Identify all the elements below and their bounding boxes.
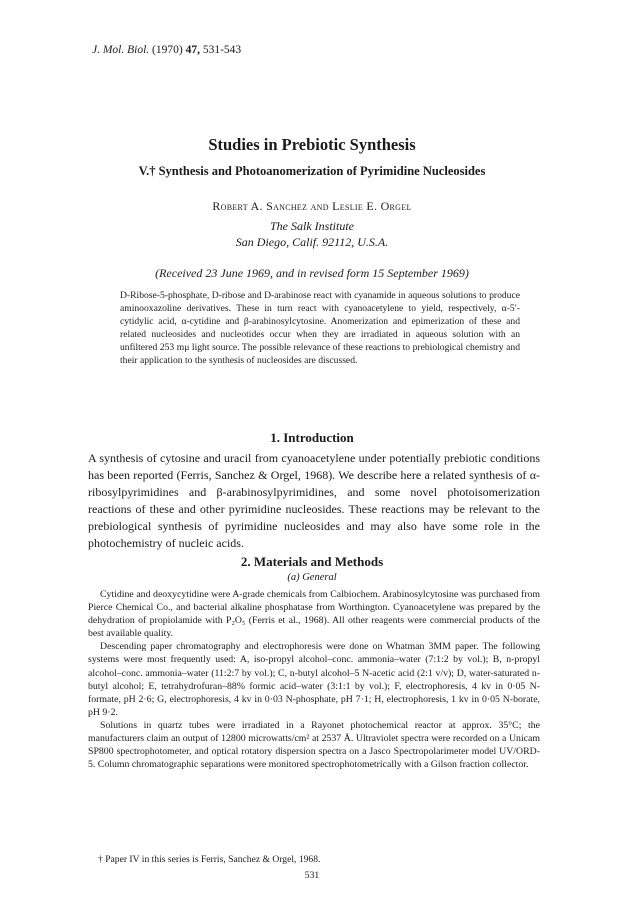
methods-text: [88, 588, 540, 771]
footnote: † Paper IV in this series is Ferris, Sanchez & Orgel, 1968.: [98, 854, 321, 865]
journal-year: (1970): [152, 44, 183, 56]
affiliation-address: San Diego, Calif. 92112, U.S.A.: [235, 235, 389, 249]
methods-paragraph: Solutions in quartz tubes were irradiated in a Rayonet photochemical reactor at approx. 35°C; the manufacturers claim an output of 12800 microwatts/cm² at 2537 Å. Ultraviolet spectra were recorded on a Unicam SP800 spectrophotometer, and optical rotatory dispersion spectra on a Jasco Spectropolarimeter model UV/ORD-5. Column chromatographic separations were monitored spectrophotometrically with a Gilson fraction collector.: [88, 719, 540, 771]
subsection-heading-general: (a) General: [287, 572, 337, 583]
journal-name: J. Mol. Biol.: [92, 44, 150, 56]
section-heading-introduction: 1. Introduction: [270, 430, 354, 445]
methods-paragraph: Cytidine and deoxycytidine were A-grade chemicals from Calbiochem. Arabinosylcytosine was purchased from Pierce Chemical Co., and bacterial alkaline phosphatase from Worthington. Cyanoacetylene was prepared by the dehydration of propiolamide with P₂O₅ (Ferris et al., 1968). All other reagents were commercial products of the best available quality.: [88, 589, 540, 640]
paper-title: Studies in Prebiotic Synthesis: [208, 135, 416, 154]
page-number: 531: [304, 870, 320, 881]
journal-citation: [92, 44, 241, 56]
introduction-text: A synthesis of cytosine and uracil from cyanoacetylene under potentially prebiotic conditions has been reported (Ferris, Sanchez & Orgel, 1968). We describe here a related synthesis of α-ribosylpyrimidines and β-arabinosylpyrimidines, and some novel photoisomerization reactions of these and other pyrimidine nucleosides. These reactions may be relevant to the prebiological synthesis of pyrimidine nucleosides and may also have some role in the photochemistry of nucleic acids.: [88, 451, 540, 550]
paper-subtitle: V.† Synthesis and Photoanomerization of Pyrimidine Nucleosides: [138, 164, 486, 178]
methods-paragraph: Descending paper chromatography and electrophoresis were done on Whatman 3MM paper. The following systems were most frequently used: A, iso-propyl alcohol–conc. ammonia–water (7:1:2 by vol.); B, n-propyl alcohol–conc. ammonia–water (11:2:7 by vol.); C, n-butyl alcohol–5 N-acetic acid (2:1 v/v); D, water-saturated n-butyl alcohol; E, tetrahydrofuran–88% formic acid–water (3:1:1 by vol.); F, electrophoresis, 4 kv in 0·05 N-formate, pH 2·6; G, electrophoresis, 4 kv in 0·03 N-phosphate, pH 7·1; H, electrophoresis, 1 kv in 0·05 N-borate, pH 9·2.: [88, 641, 540, 718]
abstract: D-Ribose-5-phosphate, D-ribose and D-arabinose react with cyanamide in aqueous solutions to produce aminooxazoline derivatives. These in turn react with cyanoacetylene to yield, respectively, α-5′-cytidylic acid, α-cytidine and β-arabinosylcytosine. Anomerization and epimerization of these and related nucleosides and nucleotides occur when they are irradiated in aqueous solution with an unfiltered 253 mμ light source. The possible relevance of these reactions to prebiological chemistry and their application to the synthesis of nucleosides are discussed.: [120, 290, 520, 366]
affiliation-institute: The Salk Institute: [270, 219, 354, 233]
received-date: (Received 23 June 1969, and in revised form 15 September 1969): [155, 266, 469, 280]
authors: Robert A. Sanchez and Leslie E. Orgel: [212, 199, 412, 213]
section-heading-methods: 2. Materials and Methods: [240, 554, 384, 569]
journal-volume: 47,: [185, 44, 200, 56]
journal-pages: 531-543: [202, 44, 242, 56]
